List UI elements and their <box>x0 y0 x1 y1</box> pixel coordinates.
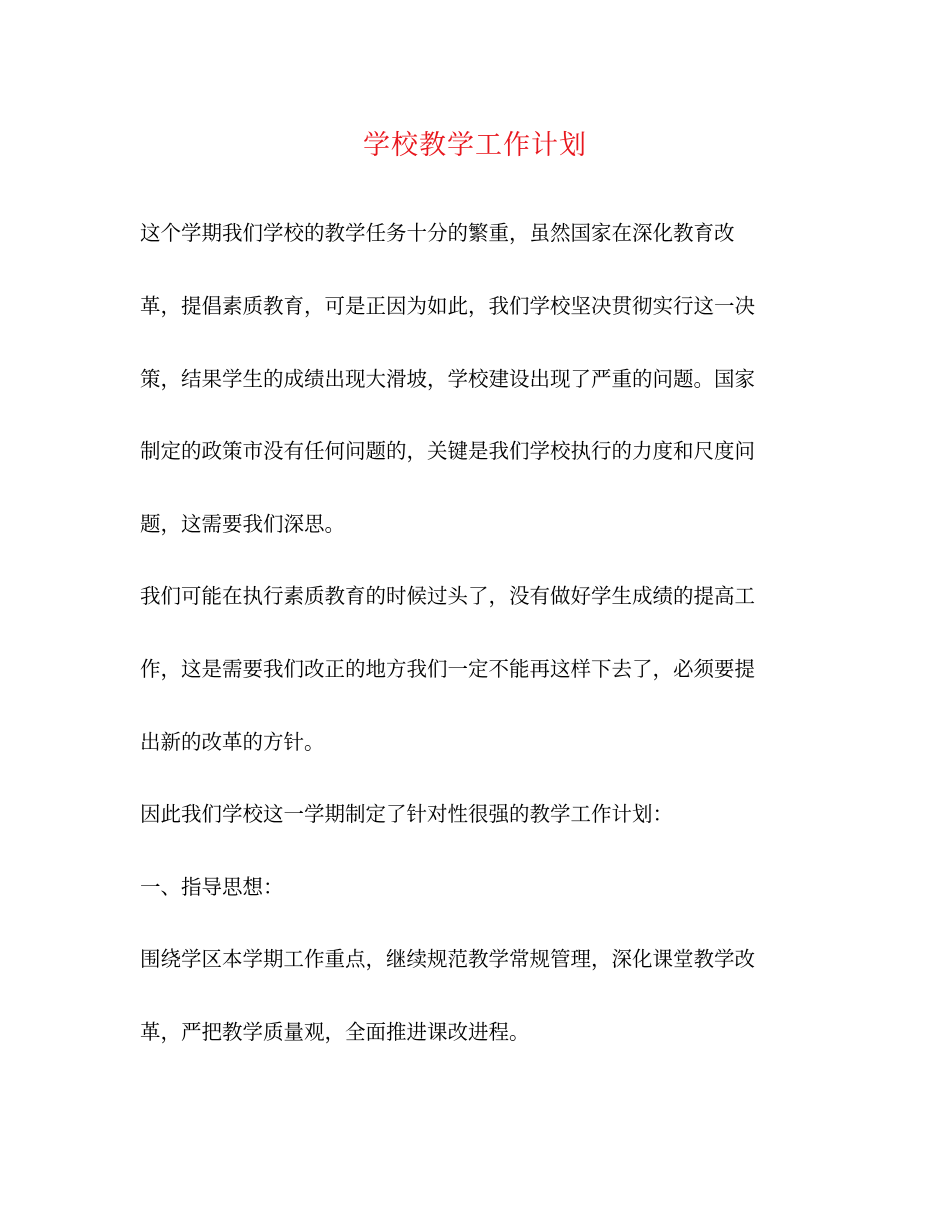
paragraph-line: 因此我们学校这一学期制定了针对性很强的教学工作计划： <box>140 802 673 826</box>
paragraph-line: 革，严把教学质量观，全面推进课改进程。 <box>140 1020 530 1044</box>
section-heading: 一、指导思想： <box>140 875 284 899</box>
paragraph-line: 革，提倡素质教育，可是正因为如此，我们学校坚决贯彻实行这一决 <box>140 294 755 318</box>
paragraph-line: 我们可能在执行素质教育的时候过头了，没有做好学生成绩的提高工 <box>140 584 755 608</box>
paragraph-line: 围绕学区本学期工作重点，继续规范教学常规管理，深化课堂教学改 <box>140 947 755 971</box>
document-title: 学校教学工作计划 <box>363 130 587 161</box>
paragraph-line: 作，这是需要我们改正的地方我们一定不能再这样下去了，必须要提 <box>140 657 755 681</box>
paragraph-line: 出新的改革的方针。 <box>140 730 325 754</box>
paragraph-line: 这个学期我们学校的教学任务十分的繁重，虽然国家在深化教育改 <box>140 221 735 245</box>
paragraph-line: 题，这需要我们深思。 <box>140 512 345 536</box>
paragraph-line: 策，结果学生的成绩出现大滑坡，学校建设出现了严重的问题。国家 <box>140 367 755 391</box>
paragraph-line: 制定的政策市没有任何问题的，关键是我们学校执行的力度和尺度问 <box>140 439 755 463</box>
